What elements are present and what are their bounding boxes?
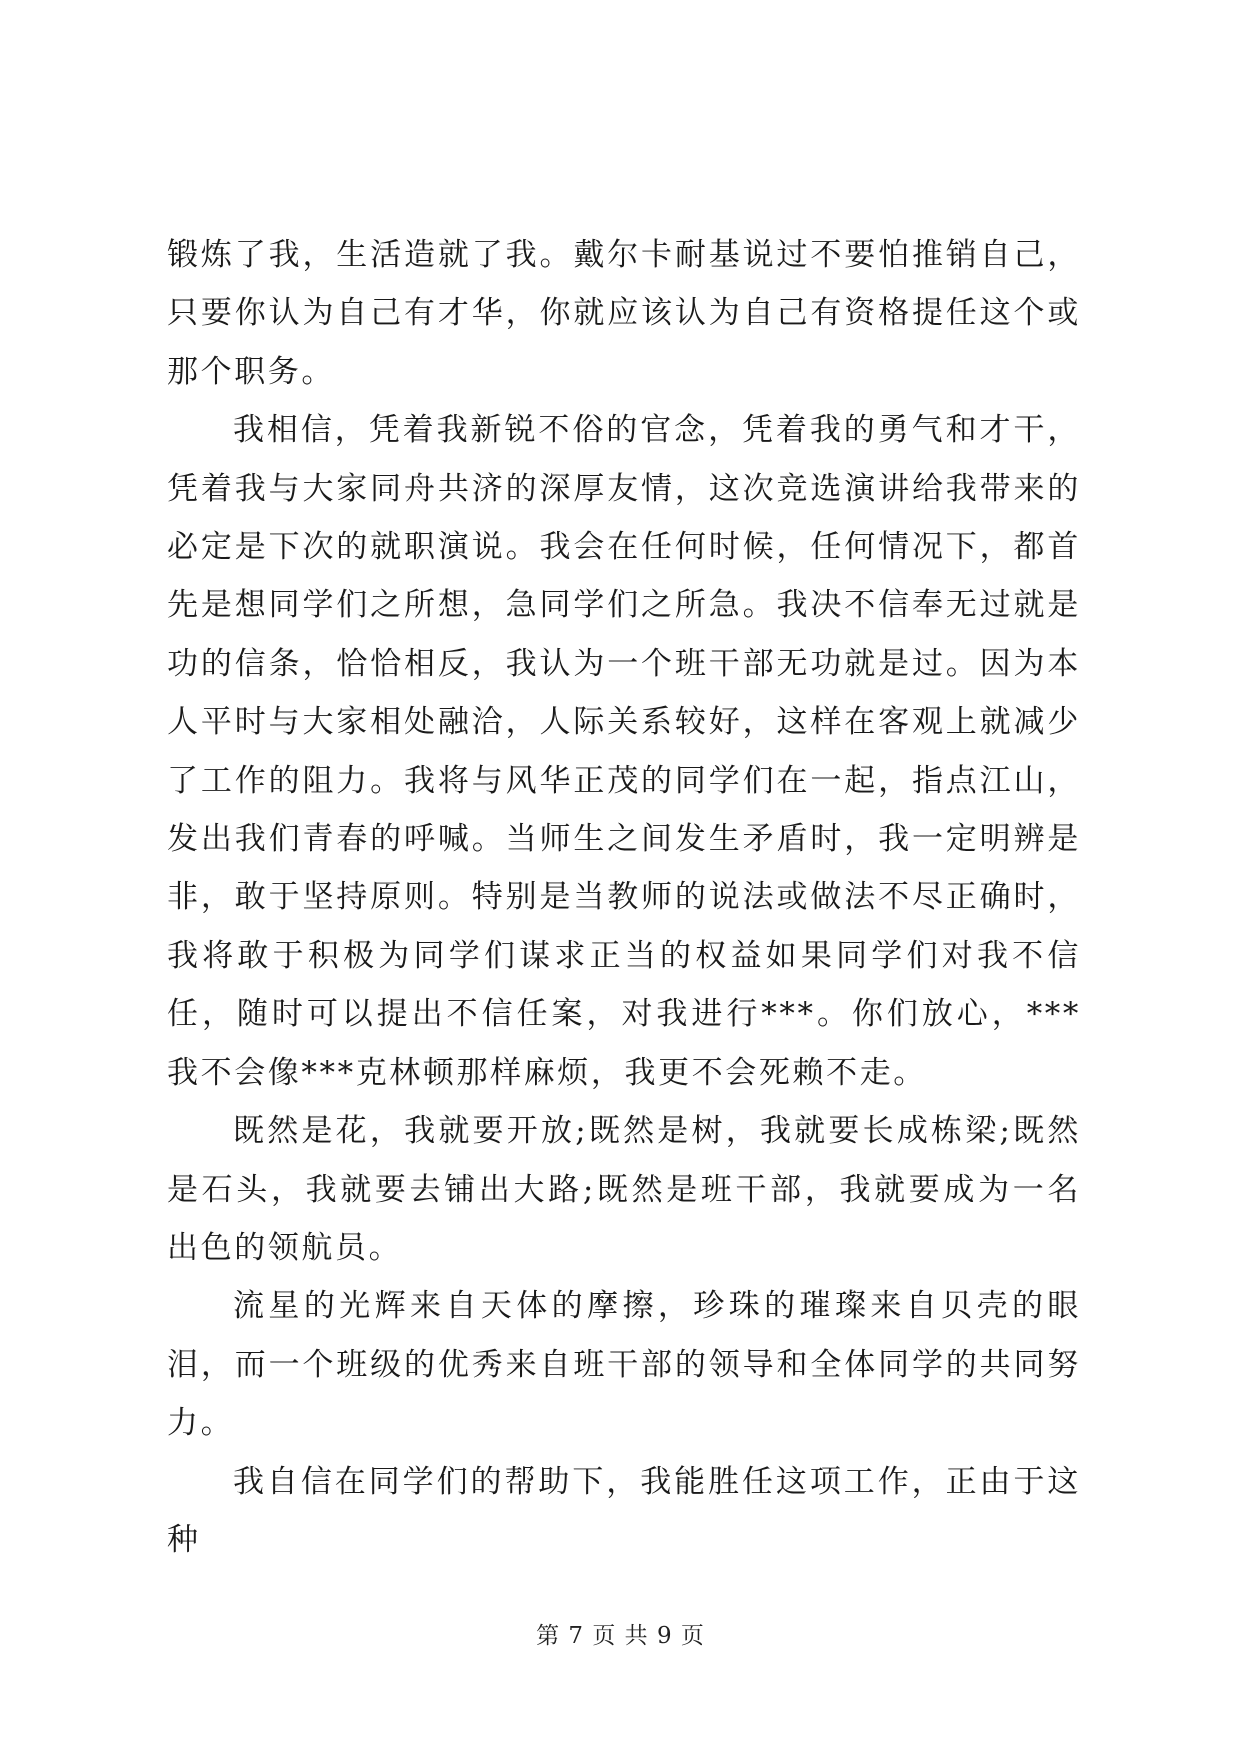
paragraph-3: 既然是花，我就要开放;既然是树，我就要长成栋梁;既然是石头，我就要去铺出大路;既然是班干部，我就要成为一名出色的领航员。 [167, 1113, 1081, 1266]
paragraph-2: 我相信，凭着我新锐不俗的官念，凭着我的勇气和才干，凭着我与大家同舟共济的深厚友情，这次竞选演讲给我带来的必定是下次的就职演说。我会在任何时候，任何情况下，都首先是想同学们之所想，急同学们之所急。我决不信奉无过就是功的信条，恰恰相反，我认为一个班干部无功就是过。因为本人平时与大家相处融洽，人际关系较好，这样在客观上就减少了工作的阻力。我将与风华正茂的同学们在一起，指点江山，发出我们青春的呼喊。当师生之间发生矛盾时，我一定明辨是非，敢于坚持原则。特别是当教师的说法或做法不尽正确时，我将敢于积极为同学们谋求正当的权益如果同学们对我不信任，随时可以提出不信任案，对我进行***。你们放心，***我不会像***克林顿那样麻烦，我更不会死赖不走。 [167, 412, 1081, 1091]
page-number-footer: 第 7 页 共 9 页 [536, 1623, 705, 1649]
document-body [167, 226, 1081, 1569]
paragraph-4: 流星的光辉来自天体的摩擦，珍珠的璀璨来自贝壳的眼泪，而一个班级的优秀来自班干部的领导和全体同学的共同努力。 [167, 1288, 1081, 1442]
paragraph-5: 我自信在同学们的帮助下，我能胜任这项工作，正由于这种 [167, 1463, 1081, 1558]
paragraph-1: 锻炼了我，生活造就了我。戴尔卡耐基说过不要怕推销自己，只要你认为自己有才华，你就应该认为自己有资格提任这个或那个职务。 [167, 237, 1081, 390]
